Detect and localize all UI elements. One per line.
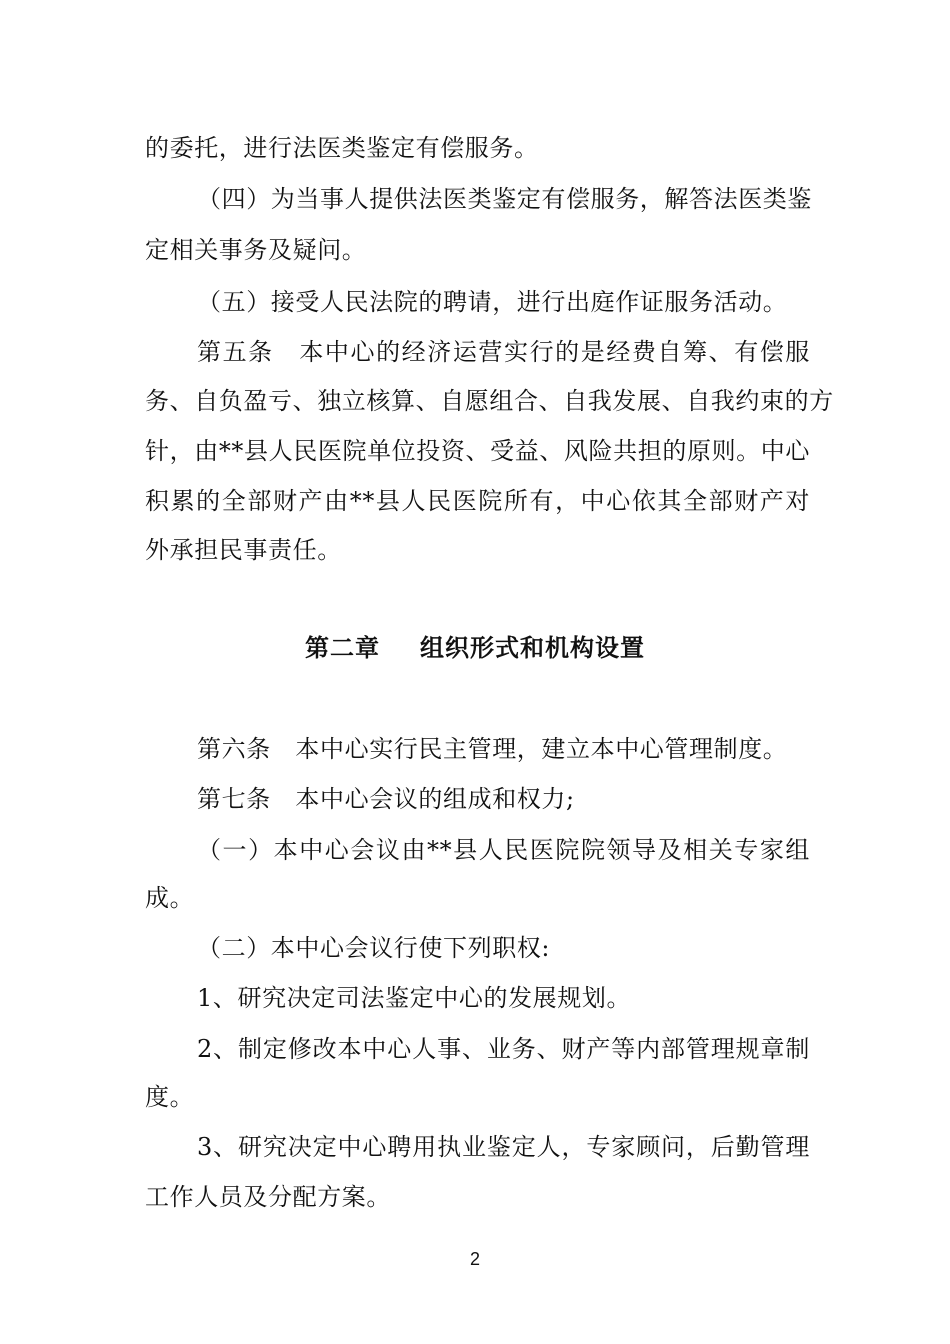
chapter-number: 第二章 xyxy=(305,634,380,662)
paragraph-line: （一）本中心会议由**县人民医院院领导及相关专家组 xyxy=(197,836,810,864)
paragraph-line: 工作人员及分配方案。 xyxy=(145,1183,391,1211)
paragraph-line: 定相关事务及疑问。 xyxy=(145,236,367,264)
page-number: 2 xyxy=(469,1249,480,1269)
paragraph-line: 第六条 本中心实行民主管理，建立本中心管理制度。 xyxy=(197,735,788,763)
paragraph-line: 针，由**县人民医院单位投资、受益、风险共担的原则。中心 xyxy=(145,437,810,465)
paragraph-line: 外承担民事责任。 xyxy=(145,536,342,564)
paragraph-line: （五）接受人民法院的聘请，进行出庭作证服务活动。 xyxy=(197,288,788,316)
paragraph-line: 积累的全部财产由**县人民医院所有，中心依其全部财产对 xyxy=(145,487,810,515)
paragraph-line: 的委托，进行法医类鉴定有偿服务。 xyxy=(145,134,539,162)
paragraph-line: （四）为当事人提供法医类鉴定有偿服务，解答法医类鉴 xyxy=(197,185,812,213)
paragraph-line: 务、自负盈亏、独立核算、自愿组合、自我发展、自我约束的方 xyxy=(145,387,834,415)
paragraph-line: 3、研究决定中心聘用执业鉴定人，专家顾问，后勤管理 xyxy=(197,1133,810,1161)
paragraph-line: 度。 xyxy=(145,1083,195,1111)
paragraph-line: （二）本中心会议行使下列职权: xyxy=(197,934,551,962)
paragraph-line: 第七条 本中心会议的组成和权力; xyxy=(197,785,575,813)
paragraph-line: 2、制定修改本中心人事、业务、财产等内部管理规章制 xyxy=(197,1035,810,1063)
paragraph-line: 第五条 本中心的经济运营实行的是经费自筹、有偿服 xyxy=(197,338,810,366)
paragraph-line: 成。 xyxy=(145,884,195,912)
chapter-heading xyxy=(0,632,950,664)
paragraph-line: 1、研究决定司法鉴定中心的发展规划。 xyxy=(197,984,632,1012)
chapter-title: 组织形式和机构设置 xyxy=(420,634,645,662)
